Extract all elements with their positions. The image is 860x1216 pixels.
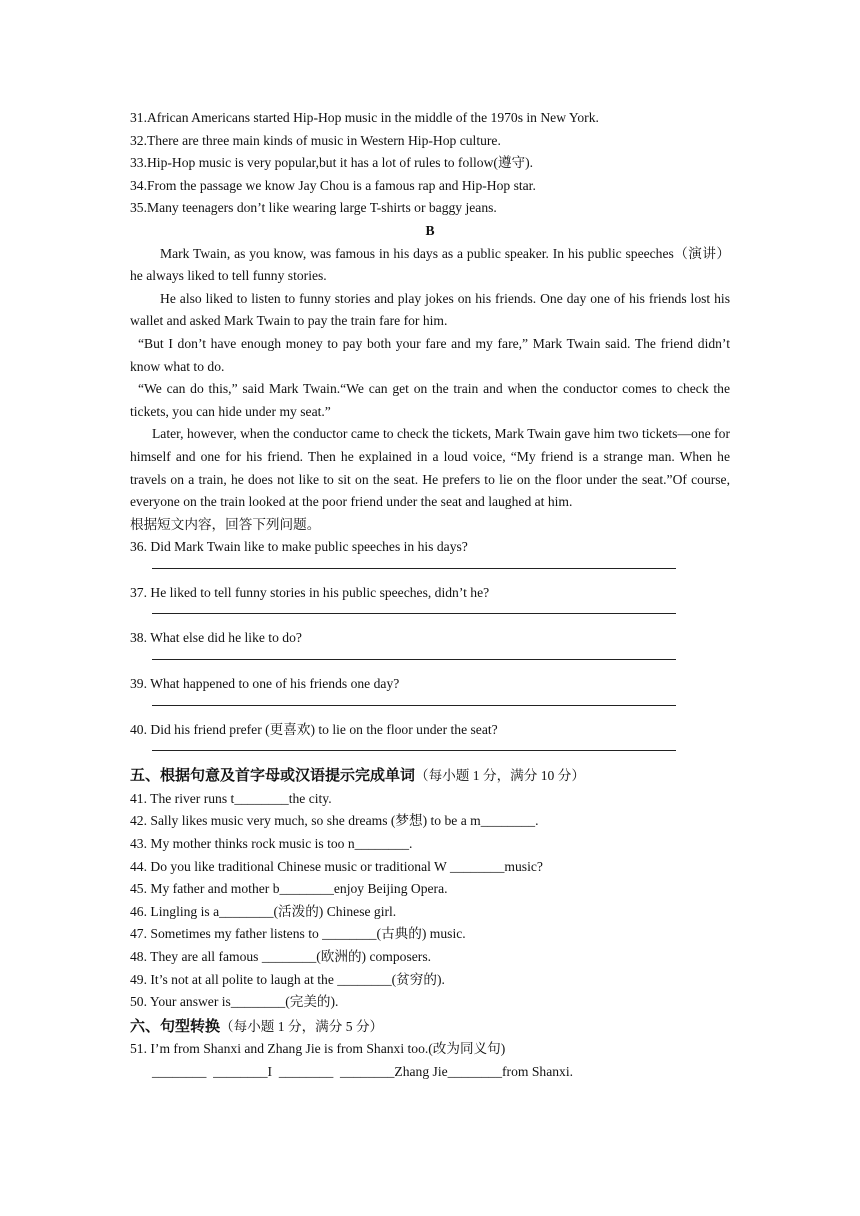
question-39: 39. What happened to one of his friends one day? (130, 676, 400, 692)
item-51-blanks[interactable]: ________ ________I ________ ________Zhang Jie________from Shanxi. (152, 1063, 574, 1079)
item-41: 41. The river runs t________the city. (130, 790, 332, 806)
passage-paragraph-4: “We can do this,” said Mark Twain.“We can get on the train and when the conductor comes to check the tickets, you can hide under my seat.” (130, 381, 730, 419)
item-46: 46. Lingling is a________(活泼的) Chinese girl. (130, 903, 397, 919)
question-38: 38. What else did he like to do? (130, 630, 302, 646)
statement-31: 31.African Americans started Hip-Hop music in the middle of the 1970s in New York. (130, 110, 599, 125)
answer-line-39[interactable] (152, 696, 676, 706)
section-6-note: （每小题 1 分，满分 5 分） (220, 1018, 384, 1034)
part-a-statements (130, 107, 730, 220)
item-44: 44. Do you like traditional Chinese music or traditional W ________music? (130, 858, 543, 874)
item-45: 45. My father and mother b________enjoy Beijing Opera. (130, 881, 448, 897)
passage-paragraph-3: “But I don’t have enough money to pay both your fare and my fare,” Mark Twain said. The friend didn’t know what to do. (130, 335, 730, 374)
item-47: 47. Sometimes my father listens to ________(古典的) music. (130, 926, 466, 942)
part-b-heading: B (425, 222, 435, 238)
item-48: 48. They are all famous ________(欧洲的) composers. (130, 949, 432, 964)
statement-35: 35.Many teenagers don’t like wearing large T-shirts or baggy jeans. (130, 200, 497, 216)
answer-line-40[interactable] (152, 741, 676, 751)
statement-32: 32.There are three main kinds of music in Western Hip-Hop culture. (130, 132, 501, 148)
exam-page (130, 107, 730, 1084)
question-37: 37. He liked to tell funny stories in his public speeches, didn’t he? (130, 584, 490, 600)
item-43: 43. My mother thinks rock music is too n________. (130, 836, 413, 852)
item-49: 49. It’s not at all polite to laugh at the ________(贫穷的). (130, 971, 445, 987)
item-42: 42. Sally likes music very much, so she dreams (梦想) to be a m________. (130, 813, 539, 829)
answer-line-36[interactable] (152, 559, 676, 569)
part-b (130, 220, 730, 751)
question-40: 40. Did his friend prefer (更喜欢) to lie on the floor under the seat? (130, 721, 498, 737)
section-6 (130, 1015, 730, 1084)
section-5-title-text: 五、根据句意及首字母或汉语提示完成单词 (130, 766, 416, 785)
passage-paragraph-5: Later, however, when the conductor came to check the tickets, Mark Twain gave him two tickets—one for himself and one for his friend. Then he explained in a loud voice, “My friend is a strange man. When he travels on a train, he does not like to sit on the seat. He prefers to lie on the floor under the seat.”Of course, everyone on the train looked at the poor friend under the seat and laughed at him. (130, 426, 730, 510)
answer-line-38[interactable] (152, 650, 676, 660)
section-5 (130, 764, 730, 1014)
statement-33: 33.Hip-Hop music is very popular,but it has a lot of rules to follow(遵守). (130, 155, 534, 171)
passage-paragraph-2: He also liked to listen to funny stories and play jokes on his friends. One day one of his friends lost his wallet and asked Mark Twain to pay the train fare for him. (130, 290, 730, 329)
section-5-title (130, 764, 730, 788)
section-6-title-text: 六、句型转换 (130, 1016, 221, 1035)
question-36: 36. Did Mark Twain like to make public speeches in his days? (130, 539, 468, 555)
item-50: 50. Your answer is________(完美的). (130, 994, 339, 1010)
question-instruction: 根据短文内容，回答下列问题。 (130, 516, 321, 532)
section-6-title (130, 1015, 730, 1039)
section-5-note: （每小题 1 分，满分 10 分） (415, 768, 585, 784)
item-51: 51. I’m from Shanxi and Zhang Jie is from Shanxi too.(改为同义句) (130, 1041, 506, 1057)
passage-paragraph-1: Mark Twain, as you know, was famous in his days as a public speaker. In his public speeches（演讲）he always liked to tell funny stories. (130, 245, 730, 284)
answer-line-37[interactable] (152, 604, 676, 614)
statement-34: 34.From the passage we know Jay Chou is a famous rap and Hip-Hop star. (130, 177, 536, 193)
